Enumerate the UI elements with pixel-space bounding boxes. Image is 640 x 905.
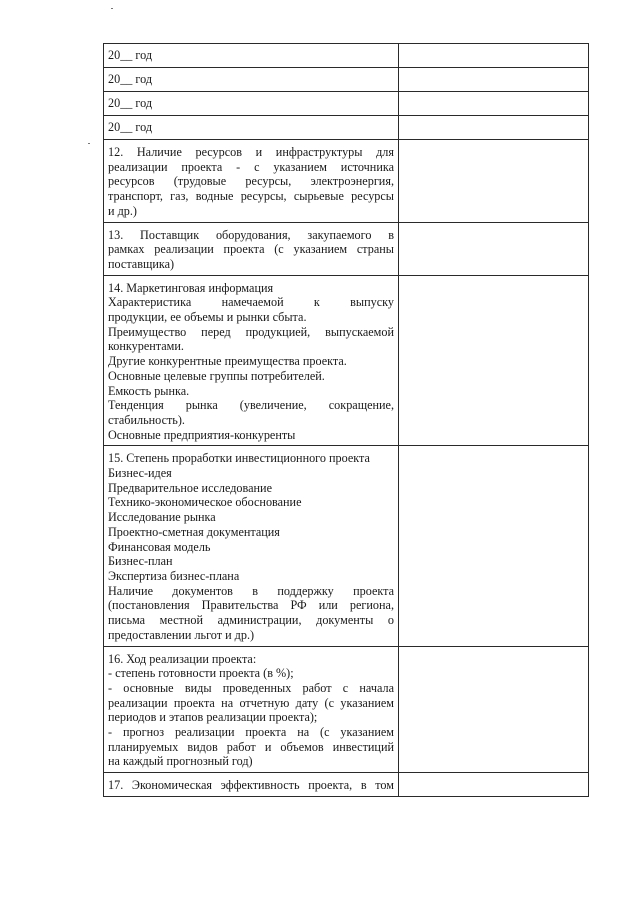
row-label-line: Основные предприятия-конкуренты bbox=[108, 427, 296, 442]
row-label-line: Бизнес-план bbox=[108, 554, 173, 569]
row-label-line: 14. Маркетинговая информация bbox=[108, 280, 274, 295]
row-label-cell bbox=[104, 275, 399, 446]
row-label-line: Преимущество перед продукцией, выпускаемой bbox=[108, 324, 394, 339]
row-label-line: Исследование рынка bbox=[108, 510, 216, 525]
row-label-line: Тенденция рынка (увеличение, сокращение, bbox=[108, 398, 394, 413]
row-value-cell[interactable] bbox=[399, 44, 589, 68]
row-value-cell[interactable] bbox=[399, 446, 589, 646]
row-value-cell[interactable] bbox=[399, 116, 589, 140]
row-label-line: Проектно-сметная документация bbox=[108, 524, 280, 539]
row-label-line: 12. Наличие ресурсов и инфраструктуры для bbox=[108, 145, 394, 159]
row-label-line: транспорт, газ, водные ресурсы, сырьевые ресурсы bbox=[108, 189, 394, 204]
row-label-line: Предварительное исследование bbox=[108, 480, 272, 495]
row-value-cell[interactable] bbox=[399, 92, 589, 116]
row-label-cell bbox=[104, 646, 399, 773]
table-row-item bbox=[104, 646, 589, 773]
row-label-line: 17. Экономическая эффективность проекта, в том bbox=[108, 778, 394, 793]
scan-speck bbox=[111, 8, 113, 9]
row-label-line: планируемых видов работ и объемов инвестиций bbox=[108, 739, 394, 754]
row-label-cell bbox=[104, 44, 399, 68]
row-label-line: 13. Поставщик оборудования, закупаемого в bbox=[108, 227, 394, 242]
row-value-cell[interactable] bbox=[399, 646, 589, 773]
row-label-line: реализации проекта на отчетную дату (с указанием bbox=[108, 695, 394, 710]
row-label-line: и др.) bbox=[108, 203, 137, 218]
table-row-item bbox=[104, 773, 589, 797]
row-label-line: периодов и этапов реализации проекта); bbox=[108, 710, 318, 725]
row-label-line: Технико-экономическое обоснование bbox=[108, 495, 302, 510]
row-label-line: письма местной администрации, документы о bbox=[108, 613, 394, 628]
row-label-line: 20__ год bbox=[108, 48, 153, 62]
row-label-line: реализации проекта - с указанием источника bbox=[108, 159, 394, 174]
row-label-line: - основные виды проведенных работ с начала bbox=[108, 680, 394, 695]
row-label-cell bbox=[104, 92, 399, 116]
row-value-cell[interactable] bbox=[399, 275, 589, 446]
row-label-line: Финансовая модель bbox=[108, 539, 211, 554]
row-label-line: Экспертиза бизнес-плана bbox=[108, 568, 240, 583]
row-label-line: стабильность). bbox=[108, 412, 185, 427]
table-row-year bbox=[104, 92, 589, 116]
row-label-line: ресурсов (трудовые ресурсы, электроэнергия, bbox=[108, 174, 394, 189]
row-label-cell bbox=[104, 68, 399, 92]
row-label-line: конкурентами. bbox=[108, 339, 184, 354]
row-label-line: рамках реализации проекта (с указанием страны bbox=[108, 242, 394, 257]
row-label-line: Емкость рынка. bbox=[108, 383, 190, 398]
row-label-cell bbox=[104, 222, 399, 275]
row-label-line: (постановления Правительства РФ или региона, bbox=[108, 598, 394, 613]
row-label-line: Наличие документов в поддержку проекта bbox=[108, 583, 394, 598]
row-label-line: на каждый прогнозный год) bbox=[108, 754, 253, 769]
row-value-cell[interactable] bbox=[399, 773, 589, 797]
table-row-year bbox=[104, 116, 589, 140]
row-label-line: Бизнес-идея bbox=[108, 466, 172, 481]
table-row-item bbox=[104, 222, 589, 275]
row-label-line: Другие конкурентные преимущества проекта. bbox=[108, 354, 347, 369]
row-label-line: 20__ год bbox=[108, 120, 153, 134]
table-row-year bbox=[104, 68, 589, 92]
row-label-line: Характеристика намечаемой к выпуску bbox=[108, 295, 394, 310]
row-label-cell bbox=[104, 140, 399, 223]
row-label-line: 20__ год bbox=[108, 96, 153, 110]
row-label-line: 20__ год bbox=[108, 72, 153, 86]
row-label-line: 15. Степень проработки инвестиционного проекта bbox=[108, 451, 370, 466]
row-label-cell bbox=[104, 446, 399, 646]
row-value-cell[interactable] bbox=[399, 140, 589, 223]
table-row-item bbox=[104, 275, 589, 446]
row-label-line: - прогноз реализации проекта на (с указанием bbox=[108, 725, 394, 740]
row-label-line: предоставлении льгот и др.) bbox=[108, 627, 255, 642]
row-label-line: продукции, ее объемы и рынки сбыта. bbox=[108, 310, 307, 325]
row-value-cell[interactable] bbox=[399, 222, 589, 275]
table-row-item bbox=[104, 140, 589, 223]
table-row-item bbox=[104, 446, 589, 646]
row-label-cell bbox=[104, 773, 399, 797]
row-value-cell[interactable] bbox=[399, 68, 589, 92]
row-label-line: - степень готовности проекта (в %); bbox=[108, 666, 294, 681]
table-row-year bbox=[104, 44, 589, 68]
project-info-table bbox=[103, 43, 589, 797]
row-label-line: поставщика) bbox=[108, 256, 175, 271]
scan-speck bbox=[88, 143, 90, 144]
row-label-line: 16. Ход реализации проекта: bbox=[108, 651, 257, 666]
row-label-cell bbox=[104, 116, 399, 140]
row-label-line: Основные целевые группы потребителей. bbox=[108, 368, 325, 383]
